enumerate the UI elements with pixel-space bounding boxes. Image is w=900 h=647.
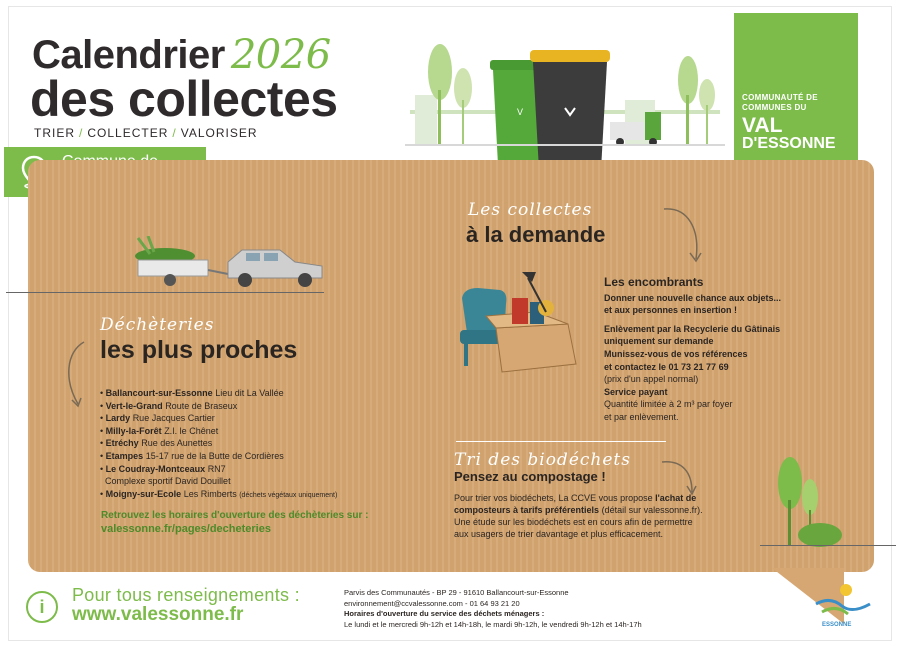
list-item: • Vert-le-Grand Route de Braseux: [100, 400, 238, 411]
divider-line: [456, 441, 666, 442]
brand-line-2: VAL: [742, 114, 783, 137]
val-essonne-logo: [812, 582, 874, 630]
title-line-2: des collectes: [30, 71, 338, 127]
tagline-collecter: COLLECTER: [87, 126, 169, 140]
bins-illustration: [405, 40, 730, 175]
svg-text:V: V: [516, 107, 524, 117]
list-item: • Etampes 15-17 rue de la Butte de Cordières: [100, 450, 284, 461]
arrow-icon: [660, 205, 705, 265]
brand-line-3: D'ESSONNE: [742, 135, 836, 152]
arrow-icon: [58, 340, 88, 410]
footer-info-label: Pour tous renseignements :: [72, 585, 300, 605]
list-item: • Moigny-sur-Ecole Les Rimberts (déchets végétaux uniquement): [100, 488, 338, 499]
biodechets-script-title: Tri des biodéchets: [454, 450, 631, 470]
furniture-box-icon: [456, 268, 584, 378]
decheteries-title: les plus proches: [100, 336, 298, 364]
grey-bin-icon: [530, 50, 610, 175]
phone-number[interactable]: et contactez le 01 73 21 77 69: [604, 361, 729, 372]
title-year: 2026: [230, 32, 331, 78]
list-item: • Le Coudray-Montceaux RN7: [100, 463, 226, 474]
logo-mark: [812, 582, 874, 622]
divider-line: [760, 545, 896, 546]
footer-hours: Le lundi et le mercredi 9h-12h et 14h-18h, le mardi 9h-12h, le vendredi 9h-12h et 14h-17h: [344, 619, 642, 629]
list-item: • Milly-la-Forêt Z.I. le Chênet: [100, 425, 219, 436]
encombrants-title: Les encombrants: [604, 275, 704, 289]
footer-contact: environnement@ccvalessonne.com - 01 64 93 21 20: [344, 598, 520, 608]
list-item: Complexe sportif David Douillet: [105, 476, 231, 487]
list-item: • Lardy Rue Jacques Cartier: [100, 413, 215, 424]
collectes-script-title: Les collectes: [468, 200, 593, 220]
tagline: TRIER / COLLECTER / VALORISER: [34, 126, 258, 140]
tagline-valoriser: VALORISER: [180, 126, 258, 140]
decheteries-script-title: Déchèteries: [100, 315, 215, 335]
list-item: • Ballancourt-sur-Essonne Lieu dit La Vallée: [100, 388, 284, 398]
footer-address: Parvis des Communautés - BP 29 - 91610 Ballancourt-sur-Essonne: [344, 588, 569, 597]
title-word: Calendrier: [32, 33, 225, 77]
divider-line: [6, 292, 324, 293]
list-item: • Etréchy Rue des Aunettes: [100, 438, 213, 449]
footer-hours-title: Horaires d'ouverture du service des déchets ménagers :: [344, 609, 545, 618]
decheteries-hours-text: Retrouvez les horaires d'ouverture des déchèteries sur :: [101, 510, 369, 521]
logo-text: ESSONNE: [822, 622, 852, 628]
decheteries-list: [100, 387, 337, 502]
encombrants-block: Les encombrants Donner une nouvelle chance aux objets... et aux personnes en insertion ! Enlèvement par la Recyclerie du Gâtinais uniquement sur demande Munissez-vous de vos références et contactez le 01 73 21 77 69 (prix d'un appel normal) Service payant Quantité limitée à 2 m³ par foyer et par enlèvement.: [604, 276, 854, 424]
biodechets-title: Pensez au compostage !: [454, 469, 606, 484]
decheteries-hours-link[interactable]: valessonne.fr/pages/decheteries: [101, 523, 271, 535]
footer-url[interactable]: www.valessonne.fr: [72, 604, 244, 625]
val-essonne-brand: [734, 13, 858, 171]
brand-line-1: COMMUNAUTÉ DE COMMUNES DU: [742, 93, 818, 112]
footer-address-block: [344, 588, 642, 630]
car-trailer-icon: [130, 236, 325, 291]
info-icon: i: [26, 591, 58, 623]
tree-icon: [770, 455, 850, 550]
tagline-trier: TRIER: [34, 126, 75, 140]
collectes-title: à la demande: [466, 222, 606, 247]
biodechets-text: Pour trier vos biodéchets, La CCVE vous propose l'achat de composteurs à tarifs préférentiels (détail sur valessonne.fr). Une étude sur les biodéchets est en cours afin de permettre aux usagers de trier davantage et plus efficacement.: [454, 493, 703, 539]
